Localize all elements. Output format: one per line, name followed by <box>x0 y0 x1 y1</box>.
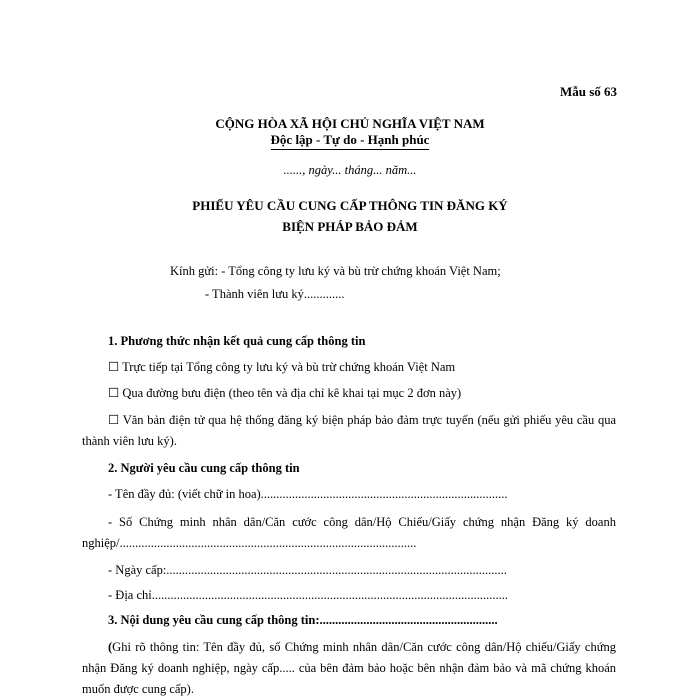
country-header: CỘNG HÒA XÃ HỘI CHỦ NGHĨA VIỆT NAM <box>215 116 485 131</box>
section1-option-direct[interactable]: ☐ Trực tiếp tại Tổng công ty lưu ký và bù trừ chứng khoán Việt Nam <box>108 360 456 374</box>
form-title-line1: PHIẾU YÊU CẦU CUNG CẤP THÔNG TIN ĐĂNG KÝ <box>192 198 508 213</box>
field-address: - Địa chỉ.................................................................................................................. <box>108 588 508 602</box>
field-issue-date: - Ngày cấp:............................................................................................................. <box>108 563 507 577</box>
section1-option-post[interactable]: ☐ Qua đường bưu điện (theo tên và địa chỉ kê khai tại mục 2 đơn này) <box>108 386 462 400</box>
section1-heading: 1. Phương thức nhận kết quả cung cấp thông tin <box>108 334 366 348</box>
section3-note-paren: ( <box>108 640 113 654</box>
recipient-line1: Kính gửi: - Tổng công ty lưu ký và bù trừ chứng khoán Việt Nam; <box>170 264 501 278</box>
field-full-name: - Tên đầy đủ: (viết chữ in hoa)............................................................................... <box>108 487 508 501</box>
motto-wrapper <box>0 132 700 150</box>
section2-heading: 2. Người yêu cầu cung cấp thông tin <box>108 461 300 475</box>
field-id-document: - Số Chứng minh nhân dân/Căn cước công dân/Hộ Chiếu/Giấy chứng nhận Đăng ký doanh nghiệp/............................................................................................... <box>82 515 616 550</box>
section3-note <box>82 637 616 700</box>
recipient-line2: - Thành viên lưu ký............. <box>205 287 345 301</box>
section3-note-text: Ghi rõ thông tin: Tên đầy đủ, số Chứng minh nhân dân/Căn cước công dân/Hộ chiếu/Giấy chứng nhận Đăng ký doanh nghiệp, ngày cấp..... của bên đảm bảo hoặc bên nhận đảm bảo và mã chứng khoán muốn được cung cấp). <box>82 640 616 696</box>
form-number: Mẫu số 63 <box>559 84 617 99</box>
motto: Độc lập - Tự do - Hạnh phúc <box>271 132 430 150</box>
date-line: ......, ngày... tháng... năm... <box>283 163 417 177</box>
form-title-line2: BIỆN PHÁP BẢO ĐẢM <box>282 219 418 234</box>
section1-option-electronic[interactable]: ☐ Văn bản điện tử qua hệ thống đăng ký biện pháp bảo đảm trực tuyến (nếu gửi phiếu yêu cầu qua thành viên lưu ký). <box>82 413 616 448</box>
section3-heading: 3. Nội dung yêu cầu cung cấp thông tin:......................................................... <box>108 613 498 627</box>
